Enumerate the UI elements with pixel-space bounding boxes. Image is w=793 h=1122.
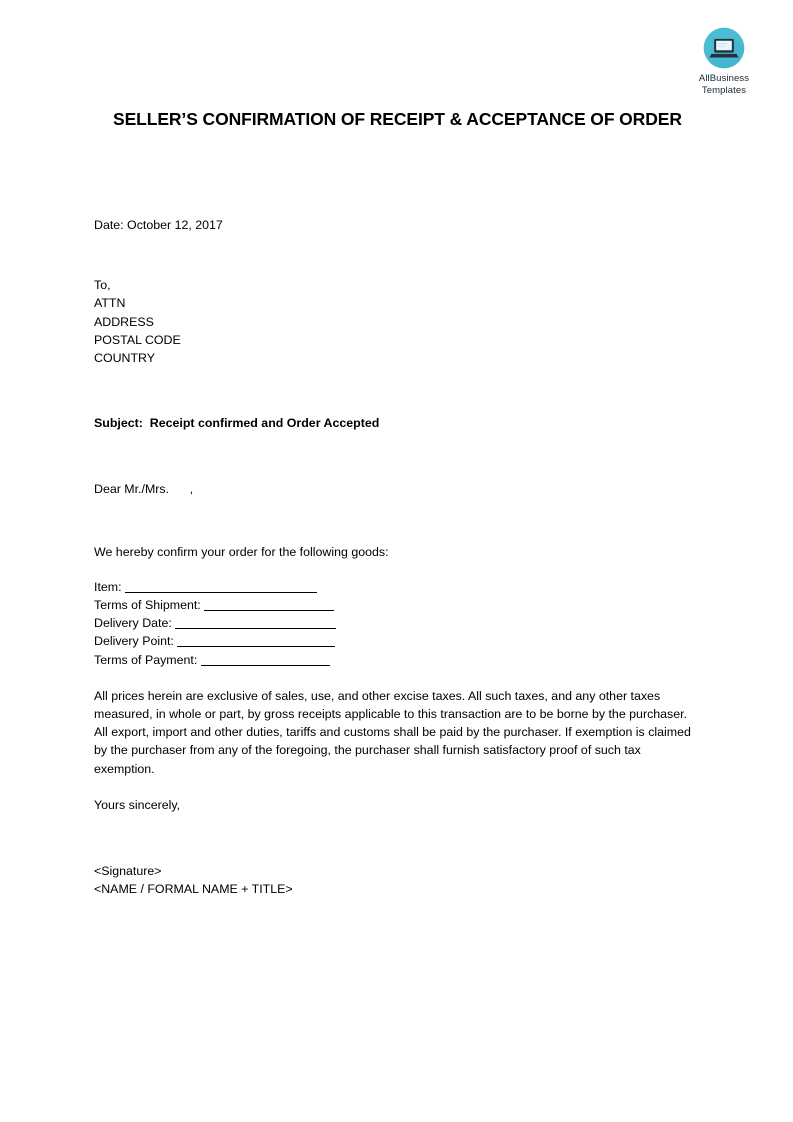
brand-logo-text: [678, 73, 770, 96]
signature-placeholder: <Signature>: [94, 864, 162, 879]
recipient-address: ADDRESS: [94, 314, 154, 329]
tax-paragraph: All prices herein are exclusive of sales, use, and other excise taxes. All such taxes, and any other taxes measured, in whole or part, by gross receipts applicable to this transaction are to be borne by the purchaser. All export, import and other duties, tariffs and customs shall be paid by the purchaser. If exemption is claimed by the purchaser from any of the foregoing, the purchaser shall furnish satisfactory proof of such tax exemption.: [94, 688, 691, 776]
recipient-attn: ATTN: [94, 296, 126, 311]
page-title: SELLER’S CONFIRMATION OF RECEIPT & ACCEPTANCE OF ORDER: [113, 108, 682, 129]
field-terms-of-shipment-blank[interactable]: [204, 599, 334, 611]
intro-sentence: We hereby confirm your order for the following goods:: [94, 544, 389, 559]
spacer-after-subject: [94, 432, 700, 480]
field-delivery-point: [94, 632, 700, 650]
recipient-block: [94, 276, 700, 367]
spacer-after-recipient: [94, 367, 700, 414]
order-fields-list: [94, 578, 700, 669]
spacer-after-intro: [94, 561, 700, 578]
recipient-postal-code: POSTAL CODE: [94, 332, 181, 347]
brand-name-line2: Templates: [701, 84, 747, 96]
brand-name-line1: AllBusiness: [698, 73, 750, 84]
field-delivery-point-blank[interactable]: [177, 635, 335, 647]
signature-block: [94, 862, 700, 898]
field-terms-of-payment-blank[interactable]: [201, 654, 330, 666]
field-terms-of-payment-label: Terms of Payment:: [94, 652, 201, 667]
closing-line: Yours sincerely,: [94, 797, 181, 812]
field-terms-of-payment: [94, 651, 700, 669]
document-body: [94, 216, 700, 898]
field-delivery-date-blank[interactable]: [175, 617, 336, 629]
brand-logo: [678, 27, 770, 96]
name-title-placeholder: <NAME / FORMAL NAME + TITLE>: [94, 882, 293, 897]
field-item-blank[interactable]: [125, 581, 317, 593]
recipient-country: COUNTRY: [94, 351, 156, 366]
spacer-after-date: [94, 234, 700, 276]
field-terms-of-shipment: [94, 596, 700, 614]
field-item: [94, 578, 700, 596]
date-line: Date: October 12, 2017: [94, 218, 223, 232]
field-terms-of-shipment-label: Terms of Shipment:: [94, 598, 205, 613]
salutation: Dear Mr./Mrs. ,: [94, 482, 194, 497]
spacer-after-closing: [94, 814, 700, 862]
field-delivery-date-label: Delivery Date:: [94, 616, 176, 631]
field-delivery-date: [94, 614, 700, 632]
spacer-after-fields: [94, 669, 700, 687]
field-item-label: Item:: [94, 579, 125, 594]
subject-line: Subject: Receipt confirmed and Order Accepted: [94, 416, 380, 431]
spacer-after-paragraph: [94, 778, 700, 796]
field-delivery-point-label: Delivery Point:: [94, 634, 178, 649]
laptop-icon: [703, 27, 745, 69]
recipient-to: To,: [94, 278, 111, 293]
spacer-after-salutation: [94, 499, 700, 543]
